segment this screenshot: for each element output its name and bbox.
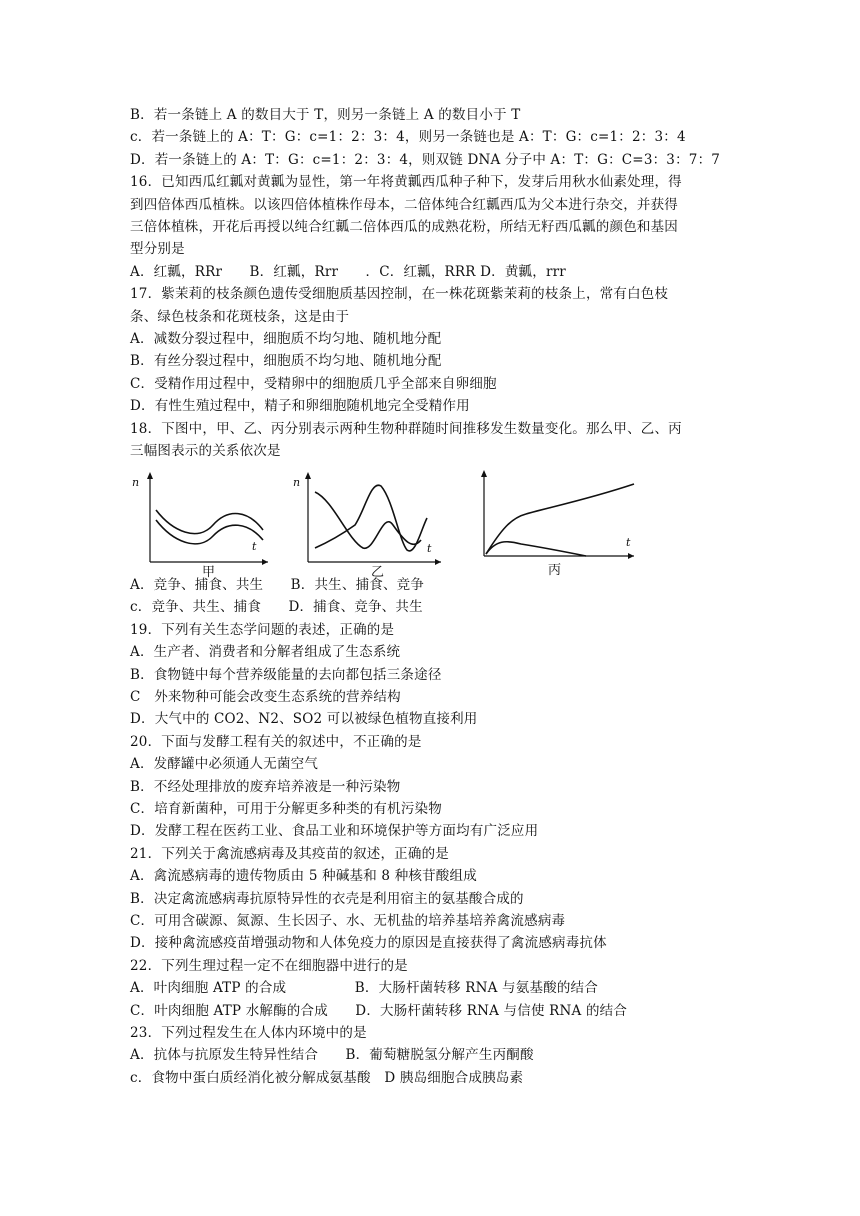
- text-line: C 外来物种可能会改变生态系统的营养结构: [130, 689, 401, 705]
- text-line: C．叶肉细胞 ATP 水解酶的合成 D．大肠杆菌转移 RNA 与信使 RNA 的结合: [130, 1002, 628, 1019]
- text-line: C．受精作用过程中，受精卵中的细胞质几乎全部来自卵细胞: [130, 375, 497, 392]
- text-line: 17．紫茉莉的枝条颜色遗传受细胞质基因控制，在一株花斑紫茉莉的枝条上，常有白色枝: [130, 286, 669, 303]
- text-line: 三幅图表示的关系依次是: [130, 443, 281, 459]
- text-line: A．红瓤，RRr B．红瓤，Rrr ．C．红瓤，RRR D．黄瓤，rrr: [130, 263, 566, 280]
- text-line: C．培育新菌种，可用于分解更多种类的有机污染物: [130, 801, 442, 817]
- text-line: C．可用含碳源、氮源、生长因子、水、无机盐的培养基培养禽流感病毒: [130, 913, 566, 929]
- text-line: D．若一条链上的 A：T：G：c=1：2：3：4，则双链 DNA 分子中 A：T：G：C=3：3：7：7: [130, 151, 721, 168]
- graph-bing: [466, 470, 636, 578]
- text-line: 23．下列过程发生在人体内环境中的是: [130, 1025, 367, 1041]
- y-axis-label: n: [293, 476, 301, 489]
- text-line: 型分别是: [130, 241, 185, 258]
- text-line: c．食物中蛋白质经消化被分解成氨基酸 D 胰岛细胞合成胰岛素: [130, 1069, 524, 1086]
- text-line: 条、绿色枝条和花斑枝条，这是由于: [130, 308, 350, 325]
- text-line: B．食物链中每个营养级能量的去向都包括三条途径: [130, 666, 442, 683]
- x-axis-label: t: [427, 542, 432, 555]
- graph-caption: 丙: [548, 563, 562, 578]
- text-line: c．竞争、共生、捕食 D．捕食、竞争、共生: [130, 599, 423, 616]
- text-line: D．接种禽流感疫苗增强动物和人体免疫力的原因是直接获得了禽流感病毒抗体: [130, 935, 607, 952]
- x-axis-label: t: [252, 540, 257, 553]
- text-line: c．若一条链上的 A：T：G：c=1：2：3：4，则另一条链也是 A：T：G：c=1：2：3：4: [130, 129, 686, 146]
- text-line: 到四倍体西瓜植株。以该四倍体植株作母本，二倍体纯合红瓤西瓜为父本进行杂交，并获得: [130, 196, 678, 213]
- text-line: B．不经处理排放的废弃培养液是一种污染物: [130, 778, 401, 795]
- y-axis-label: n: [132, 476, 140, 489]
- graph-jia: [128, 470, 268, 580]
- text-line: A．抗体与抗原发生特异性结合 B．葡萄糖脱氢分解产生丙酮酸: [130, 1047, 534, 1064]
- text-line: 20．下面与发酵工程有关的叙述中，不正确的是: [130, 733, 422, 750]
- graph-caption: 甲: [202, 565, 216, 580]
- text-line: B．决定禽流感病毒抗原特异性的衣壳是利用宿主的氨基酸合成的: [130, 890, 524, 907]
- graph-yi: [293, 470, 443, 580]
- text-line: 三倍体植株，开花后再授以纯合红瓤二倍体西瓜的成熟花粉，所结无籽西瓜瓤的颜色和基因: [130, 219, 678, 235]
- x-axis-label: t: [626, 536, 631, 549]
- text-line: D．发酵工程在医药工业、食品工业和环境保护等方面均有广泛应用: [130, 823, 539, 840]
- text-line: B．若一条链上 A 的数目大于 T，则另一条链上 A 的数目小于 T: [130, 107, 521, 123]
- text-line: D．大气中的 CO2、N2、SO2 可以被绿色植物直接利用: [130, 711, 478, 728]
- text-line: 21．下列关于禽流感病毒及其疫苗的叙述，正确的是: [130, 845, 449, 862]
- text-line: 19．下列有关生态学问题的表述，正确的是: [130, 621, 395, 638]
- text-line: A．叶肉细胞 ATP 的合成 B．大肠杆菌转移 RNA 与氨基酸的结合: [130, 980, 598, 997]
- text-line: 16．已知西瓜红瓤对黄瓤为显性，第一年将黄瓤西瓜种子种下，发芽后用秋水仙素处理，得: [130, 174, 682, 191]
- text-line: A．生产者、消费者和分解者组成了生态系统: [130, 644, 401, 661]
- text-line: B．有丝分裂过程中，细胞质不均匀地、随机地分配: [130, 353, 442, 370]
- text-line: A．减数分裂过程中，细胞质不均匀地、随机地分配: [130, 331, 442, 347]
- text-line: D．有性生殖过程中，精子和卵细胞随机地完全受精作用: [130, 398, 470, 415]
- text-line: 22．下列生理过程一定不在细胞器中进行的是: [130, 957, 408, 974]
- text-line: 18．下图中，甲、乙、丙分别表示两种生物种群随时间推移发生数量变化。那么甲、乙、丙: [130, 420, 682, 437]
- population-graphs-figure: [128, 470, 648, 580]
- text-line: A．禽流感病毒的遗传物质由 5 种碱基和 8 种核苷酸组成: [130, 868, 477, 885]
- text-line: A．发酵罐中必须通人无菌空气: [130, 756, 319, 773]
- graph-caption: 乙: [371, 565, 385, 580]
- text-line: A．竞争、捕食、共生 B．共生、捕食、竞争: [130, 577, 425, 593]
